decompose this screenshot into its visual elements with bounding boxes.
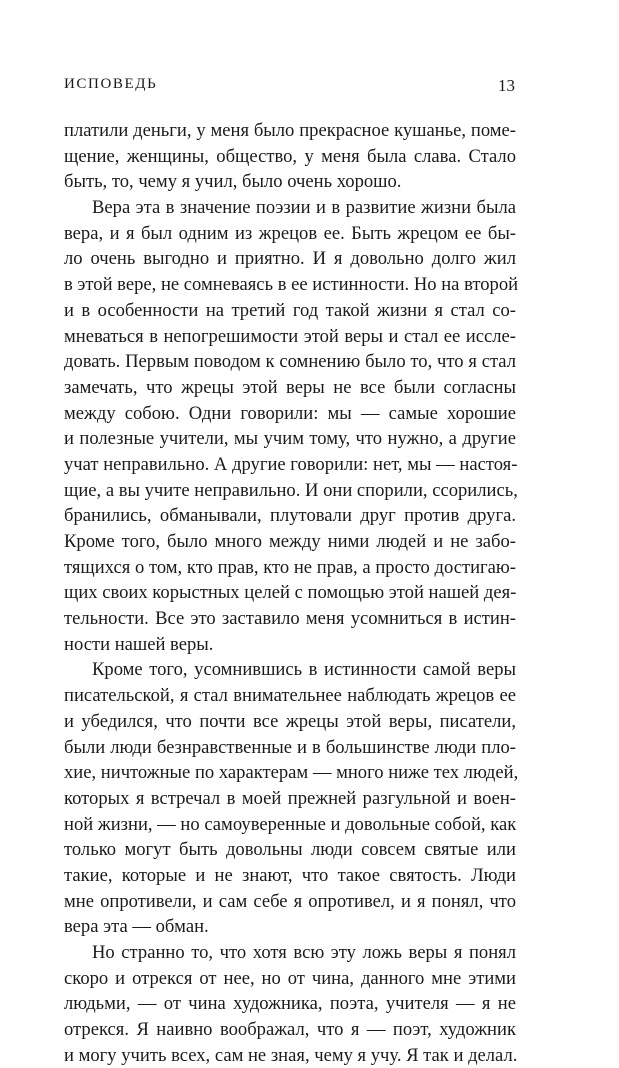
text-line: такие, которые и не знают, что такое святость. Люди: [64, 864, 516, 886]
text-line: которых я встречал в моей прежней разгульной и воен-: [64, 787, 516, 809]
text-line: Вера эта в значение поэзии и в развитие жизни была: [92, 197, 516, 219]
text-line: довать. Первым поводом к сомнению было то, что я стал: [64, 351, 516, 373]
text-line: щих своих корыстных целей с помощью этой нашей дея-: [64, 582, 517, 604]
text-line: щие, а вы учите неправильно. И они спорили, ссорились,: [64, 479, 518, 501]
text-line: в этой вере, не сомневаясь в ее истинности. Но на второй: [64, 274, 519, 296]
text-line: Кроме того, усомнившись в истинности самой веры: [92, 659, 516, 681]
text-line: и могу учить всех, сам не зная, чему я учу. Я так и делал.: [64, 1044, 518, 1066]
text-line: учат неправильно. А другие говорили: нет, мы — настоя-: [64, 453, 518, 475]
text-line: были люди безнравственные и в большинстве люди пло-: [64, 736, 516, 758]
text-line: и убедился, что почти все жрецы этой веры, писатели,: [64, 710, 516, 732]
text-line: только могут быть довольны люди совсем святые или: [64, 839, 516, 861]
text-line: хие, ничтожные по характерам — много ниже тех людей,: [64, 762, 519, 784]
text-line: вера, и я был одним из жрецов ее. Быть жрецом ее бы-: [64, 222, 516, 244]
text-line: отрекся. Я наивно воображал, что я — поэт, художник: [64, 1019, 516, 1041]
text-line: щение, женщины, общество, у меня была слава. Стало: [64, 145, 516, 167]
text-line: и в особенности на третий год такой жизни я стал со-: [64, 299, 516, 321]
text-line: вера эта — обман.: [64, 916, 209, 938]
text-line: тящихся о том, кто прав, кто не прав, а просто достигаю-: [64, 556, 516, 578]
text-line: быть, то, чему я учил, было очень хорошо.: [64, 171, 402, 193]
text-line: платили деньги, у меня было прекрасное кушанье, поме-: [64, 120, 516, 141]
page-number: 13: [498, 76, 515, 95]
text-line: бранились, обманывали, плутовали друг против друга.: [64, 505, 516, 527]
text-line: между собою. Одни говорили: мы — самые хорошие: [64, 402, 516, 424]
text-line: и полезные учители, мы учим тому, что нужно, а другие: [64, 428, 516, 450]
text-line: замечать, что жрецы этой веры не все были согласны: [64, 376, 516, 398]
text-line: мневаться в непогрешимости этой веры и стал ее иссле-: [64, 325, 516, 347]
text-line: скоро и отрекся от нее, но от чина, данного мне этими: [64, 967, 516, 989]
text-line: ности нашей веры.: [64, 633, 214, 655]
text-line: мне опротивели, и сам себе я опротивел, и я понял, что: [64, 890, 516, 912]
text-line: ной жизни, — но самоуверенные и довольные собой, как: [64, 813, 517, 835]
paragraph: [64, 118, 516, 195]
running-header: [64, 76, 515, 98]
text-line: тельности. Все это заставило меня усомниться в истин-: [64, 608, 516, 630]
running-title: ИСПОВЕДЬ: [64, 76, 158, 92]
text-line: писательской, я стал внимательнее наблюдать жрецов ее: [64, 685, 516, 707]
text-line: Но странно то, что хотя всю эту ложь веры я понял: [92, 942, 516, 963]
text-line: Кроме того, было много между ними людей и не забо-: [64, 531, 516, 552]
paragraph: [64, 940, 516, 1068]
paragraph: [64, 195, 519, 657]
paragraph: [64, 657, 519, 940]
text-line: ло очень выгодно и приятно. И я довольно долго жил: [64, 248, 516, 270]
body-text: [64, 118, 519, 1068]
text-line: людьми, — от чина художника, поэта, учителя — я не: [64, 993, 516, 1015]
